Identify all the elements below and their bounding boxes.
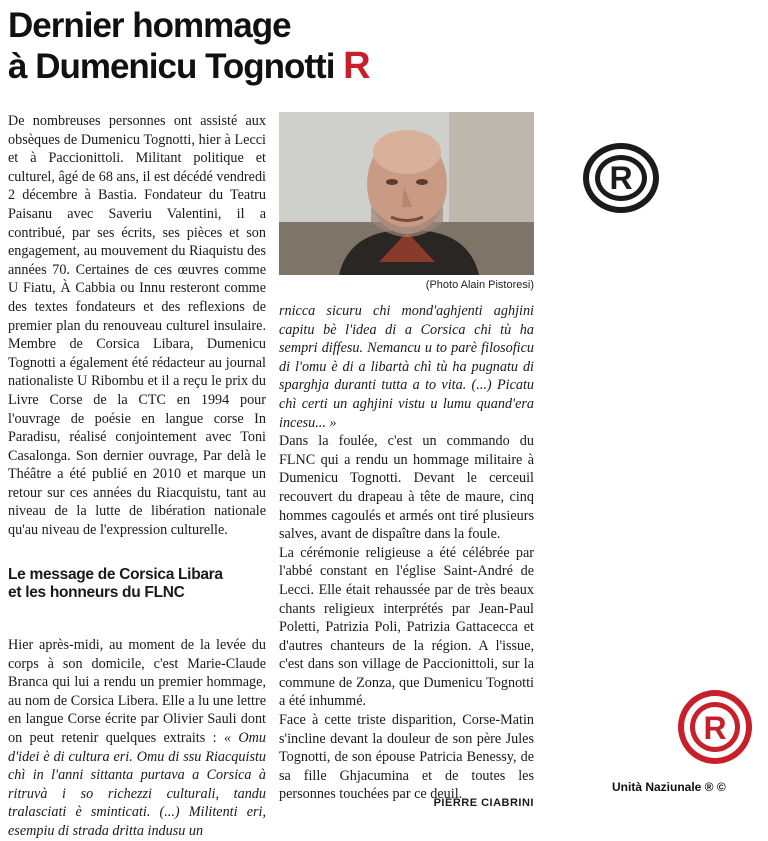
subheading-line-2: et les honneurs du FLNC	[8, 584, 185, 601]
portrait-photo	[279, 112, 534, 275]
quote-continued: rnicca sicuru chi mond'aghjenti aghjini capitu bè l'idea di a Corsica chi tù ha sempri diffesu. Nemancu u to parè filosoficu di l'omu è di a libartà chì tù ha pugnatu di sparghja duranti tutta a to vita. (...) Picatu chì certi un aghjini vistu u lumu quand'era incesu... »	[279, 303, 534, 431]
r-logo-black-graphic	[580, 140, 662, 216]
portrait-illustration	[279, 112, 534, 275]
title-line-2-text: à Dumenicu Tognotti	[8, 47, 335, 86]
top-logo-letter: R	[609, 160, 633, 196]
body-paragraph-3: La cérémonie religieuse a été célébrée par l'abbé constant en l'église Saint-André de Lecci. Elle était rehaussée par de très beaux chants religieux interprétés par Jean-Paul Poletti, Patrizia Poli, Patrizia Gattacecca et d'autres chanteurs de la région. A l'issue, c'est dans son village de Paccionittoli, sur la commune de Zonza, que Dumenicu Tognotti a été inhummé.	[279, 544, 534, 710]
right-column	[279, 302, 534, 804]
body-quote-start: « Omu d'idei è di cultura eri. Omu di ssu Riacquistu chì in l'anni sittanta purtava a Corsica à ritruvà i so richezzi culturali, tandu tralasciati è sminticati. (...) Militenti eri, esempiu di strada dritta indusu un	[8, 729, 266, 839]
body-paragraph-4: Face à cette triste disparition, Corse-Matin s'incline devant la douleur de son père Jules Tognotti, de son épouse Patricia Benessy, de sa fille Ghjacumina et de toutes les personnes touchées par ce deuil.	[279, 712, 534, 803]
r-logo-red-graphic	[676, 688, 754, 766]
left-column	[8, 112, 266, 839]
credit-text: Unità Naziunale ® ©	[612, 780, 726, 794]
photo-caption: (Photo Alain Pistoresi)	[425, 279, 534, 291]
r-logo-red-icon	[676, 688, 754, 771]
body-paragraph-1	[8, 636, 266, 839]
subheading	[8, 566, 266, 602]
r-logo-black-icon	[580, 140, 662, 221]
bottom-logo-letter: R	[703, 710, 727, 746]
subheading-line-1: Le message de Corsica Libara	[8, 566, 223, 583]
lead-paragraph: De nombreuses personnes ont assisté aux obsèques de Dumenicu Tognotti, hier à Lecci et à Paccionittoli. Militant politique et culturel, âgé de 68 ans, il est décédé vendredi 2 décembre à Bastia. Fondateur du Teatru Paisanu avec Saveriu Valentini, il a contribué, par ses écrits, ses pièces et son engagement, au mouvement du Riaquistu des années 70. Certaines de ces œuvres comme U Fiatu, À Cabbia ou Innu resteront comme des textes fondateurs et des reflexions de premier plan du renouveau culturel insulaire. Membre de Corsica Libara, Dumenicu Tognotti a également été rédacteur au journal nationaliste U Ribombu et il a reçu le prix du Livre Corse de la CTC en 1994 pour l'ouvrage de poésie en langue corse In Paradisu, réalisé conjointement avec Toni Casalonga. Son dernier ouvrage, Par delà le Théâtre a été publié en 2010 et marque un retour sur ces années du Riacquistu, tant au niveau de la lutte de libération nationale qu'au niveau de l'expression culturelle.	[8, 113, 266, 539]
title-line-2	[8, 46, 370, 87]
author-signature: PIERRE CIABRINI	[433, 797, 534, 809]
body-text-start: Hier après-midi, au moment de la levée du corps à son domicile, c'est Marie-Claude Branca qui lui a rendu un premier hommage, au nom de Corsica Libera. Elle a lu une lettre en langue Corse écrite par Olivier Sauli dont on peut retenir quelques extraits :	[8, 637, 266, 746]
body-paragraph-2: Dans la foulée, c'est un commando du FLNC qui a rendu un hommage militaire à Dumenicu Tognotti. Devant le cerceuil recouvert du drapeau à tête de maure, cinq hommes cagoulés et armés ont tiré plusieurs salves, avant de dispaître dans la foule.	[279, 433, 534, 543]
title-line-1: Dernier hommage	[8, 6, 291, 45]
article-title	[8, 6, 370, 87]
title-r-mark: R	[343, 45, 370, 87]
